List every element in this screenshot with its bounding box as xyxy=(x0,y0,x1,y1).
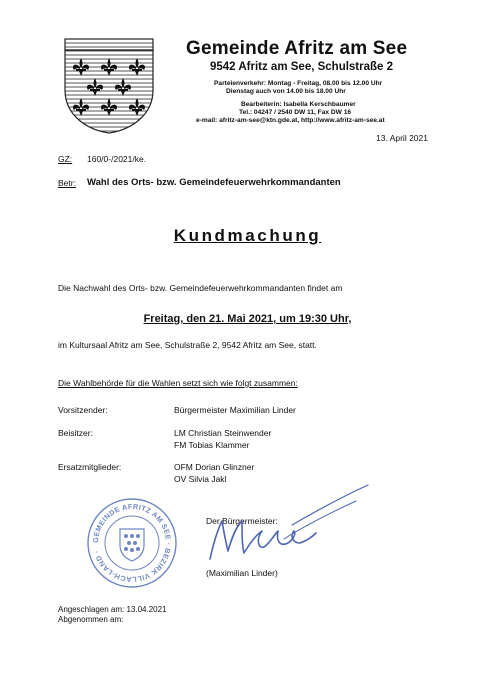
org-address: 9542 Afritz am See, Schulstraße 2 xyxy=(210,61,394,73)
role-label: Ersatzmitglieder: xyxy=(58,462,122,472)
clerk-name: Bearbeiterin: Isabella Kerschbaumer xyxy=(241,101,356,108)
role-member: OFM Dorian Glinzner xyxy=(174,462,255,472)
subject-text: Wahl des Orts- bzw. Gemeindefeuerwehrkommandanten xyxy=(87,177,341,188)
role-label: Beisitzer: xyxy=(58,428,93,438)
document-date: 13. April 2021 xyxy=(376,133,428,143)
handwritten-signature xyxy=(196,481,376,571)
office-hours: Parteienverkehr: Montag - Freitag, 08.00 bis 12.00 Uhr xyxy=(214,80,383,87)
intro-text: Die Nachwahl des Orts- bzw. Gemeindefeuerwehrkommandanten findet am xyxy=(58,283,343,293)
role-member: LM Christian Steinwender xyxy=(174,428,272,438)
role-member: Bürgermeister Maximilian Linder xyxy=(174,405,296,415)
signatory-title: Der Bürgermeister: xyxy=(206,516,278,526)
board-heading: Die Wahlbehörde für die Wahlen setzt sich wie folgt zusammen: xyxy=(58,378,298,388)
phone-fax: Tel.: 04247 / 2540 DW 11, Fax DW 16 xyxy=(239,109,352,116)
event-datetime: Freitag, den 21. Mai 2021, um 19:30 Uhr, xyxy=(143,313,352,325)
municipal-stamp xyxy=(86,497,178,589)
event-location: im Kultursaal Afritz am See, Schulstraße 2, 9542 Afritz am See, statt. xyxy=(58,340,317,350)
email-website: e-mail: afritz-am-see@ktn.gde.at, http://www.afritz-am-see.at xyxy=(196,117,385,124)
coat-of-arms-icon xyxy=(64,38,154,134)
role-label: Vorsitzender: xyxy=(58,405,108,415)
reference-number: 160/0-/2021/ke. xyxy=(87,154,147,164)
office-hours-tuesday: Dienstag auch von 14.00 bis 18.00 Uhr xyxy=(226,88,346,95)
removed-date: Abgenommen am: xyxy=(58,615,124,624)
role-member: OV Silvia Jakl xyxy=(174,474,227,484)
role-member: FM Tobias Klammer xyxy=(174,440,250,450)
posted-date: Angeschlagen am: 13.04.2021 xyxy=(58,605,167,614)
svg-text:GEMEINDE AFRITZ AM SEE · BEZIR: GEMEINDE AFRITZ AM SEE · BEZIRK VILLACH-LAND · xyxy=(90,501,174,585)
org-title: Gemeinde Afritz am See xyxy=(186,38,408,59)
page-title: Kundmachung xyxy=(173,226,322,245)
reference-label: GZ: xyxy=(58,154,73,164)
subject-label: Betr: xyxy=(58,178,76,188)
signatory-name: (Maximilian Linder) xyxy=(206,568,278,578)
